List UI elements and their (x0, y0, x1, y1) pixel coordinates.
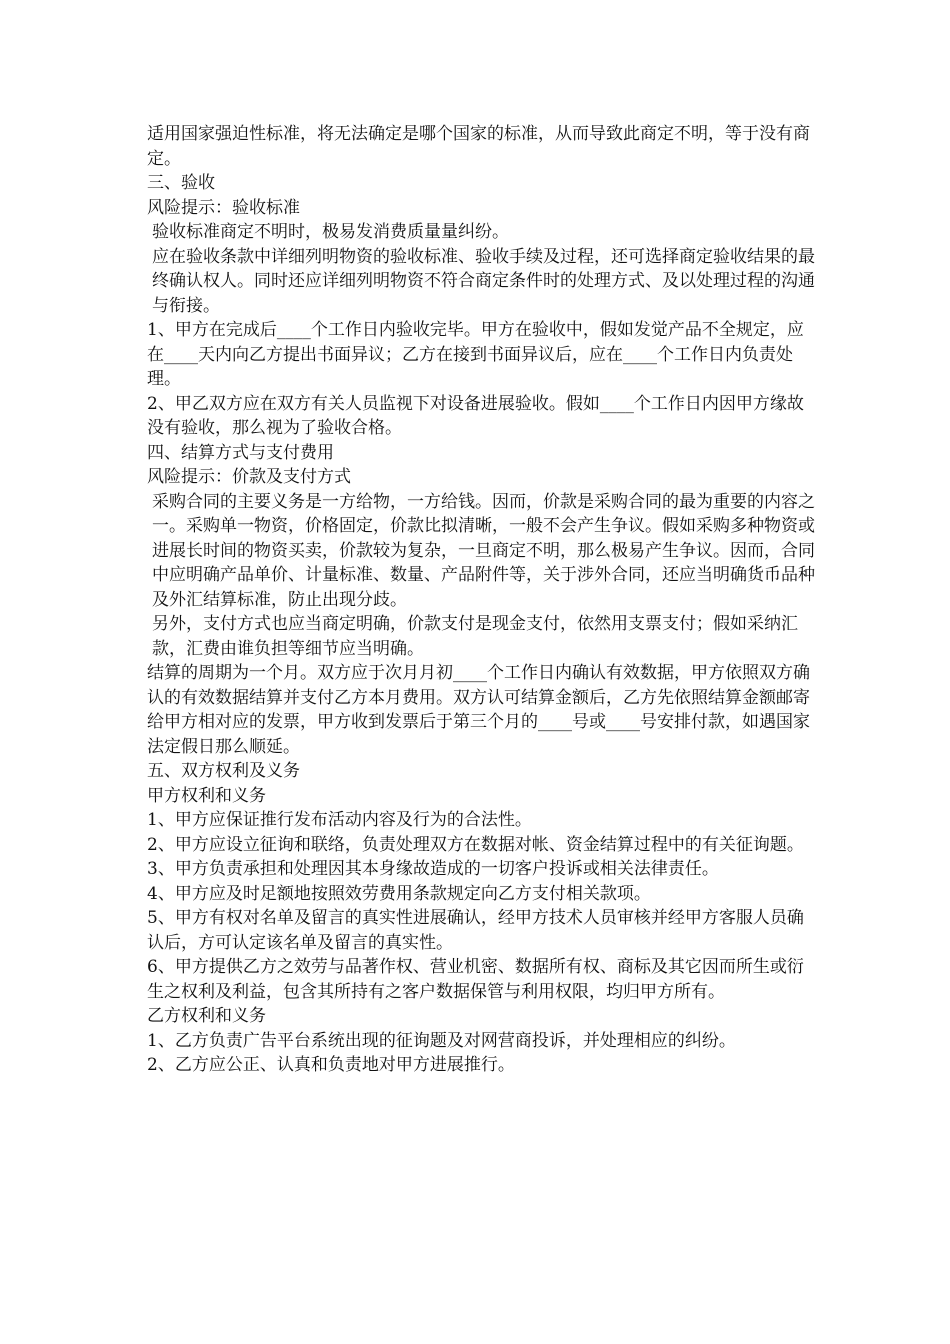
paragraph-price-advice: 采购合同的主要义务是一方给物，一方给钱。因而，价款是采购合同的最为重要的内容之一。采购单一物资，价格固定，价款比拟清晰，一般不会产生争议。假如采购多种物资或进展长时间的物资买卖，价款较为复杂，一旦商定不明，那么极易产生争议。因而，合同中应明确产品单价、计量标准、数量、产品附件等，关于涉外合同，还应当明确货币品种及外汇结算标准，防止出现分歧。 (152, 491, 815, 610)
clause-party-a-3: 3、甲方负责承担和处理因其本身缘故造成的一切客户投诉或相关法律责任。 (147, 859, 719, 879)
clause-party-a-4: 4、甲方应及时足额地按照效劳费用条款规定向乙方支付相关款项。 (147, 883, 651, 904)
paragraph-payment-method: 另外，支付方式也应当商定明确，价款支付是现金支付，依然用支票支付；假如采纳汇款，汇费由谁负担等细节应当明确。 (152, 614, 798, 659)
paragraph-settlement-cycle: 结算的周期为一个月。双方应于次月月初____个工作日内确认有效数据，甲方依照双方确认的有效数据结算并支付乙方本月费用。双方认可结算金额后，乙方先依照结算金额邮寄给甲方相对应的发票，甲方收到发票后于第三个月的____号或____号安排付款，如遇国家法定假日那么顺延。 (147, 663, 810, 757)
section-heading-rights: 五、双方权利及义务 (147, 761, 300, 781)
clause-acceptance-1: 1、甲方在完成后____个工作日内验收完毕。甲方在验收中，假如发觉产品不全规定，应在____天内向乙方提出书面异议；乙方在接到书面异议后，应在____个工作日内负责处理。 (147, 320, 804, 389)
paragraph-standards-continuation: 适用国家强迫性标准，将无法确定是哪个国家的标准，从而导致此商定不明，等于没有商定。 (147, 124, 810, 169)
clause-party-a-2: 2、甲方应设立征询和联络，负责处理双方在数据对帐、资金结算过程中的有关征询题。 (147, 834, 804, 855)
subheading-party-b: 乙方权利和义务 (147, 1006, 266, 1026)
paragraph-acceptance-advice: 应在验收条款中详细列明物资的验收标准、验收手续及过程，还可选择商定验收结果的最终确认权人。同时还应详细列明物资不符合商定条件时的处理方式、及以处理过程的沟通与衔接。 (152, 246, 815, 316)
clause-party-b-2: 2、乙方应公正、认真和负责地对甲方进展推行。 (147, 1055, 515, 1075)
section-heading-acceptance: 三、验收 (147, 173, 215, 193)
risk-tip-acceptance: 风险提示：验收标准 (147, 197, 300, 218)
risk-tip-payment: 风险提示：价款及支付方式 (147, 467, 351, 487)
document-body (147, 122, 817, 1078)
clause-party-a-1: 1、甲方应保证推行发布活动内容及行为的合法性。 (147, 810, 532, 830)
section-heading-settlement: 四、结算方式与支付费用 (147, 442, 334, 463)
paragraph-acceptance-risk: 验收标准商定不明时，极易发消费质量量纠纷。 (152, 222, 509, 242)
clause-party-b-1: 1、乙方负责广告平台系统出现的征询题及对网营商投诉，并处理相应的纠纷。 (147, 1030, 736, 1051)
clause-acceptance-2: 2、甲乙双方应在双方有关人员监视下对设备进展验收。假如____个工作日内因甲方缘故没有验收，那么视为了验收合格。 (147, 393, 804, 438)
subheading-party-a: 甲方权利和义务 (147, 785, 266, 806)
clause-party-a-5: 5、甲方有权对名单及留言的真实性进展确认，经甲方技术人员审核并经甲方客服人员确认后，方可认定该名单及留言的真实性。 (147, 908, 804, 953)
clause-party-a-6: 6、甲方提供乙方之效劳与品著作权、营业机密、数据所有权、商标及其它因而所生或衍生之权利及利益，包含其所持有之客户数据保管与利用权限，均归甲方所有。 (147, 957, 804, 1002)
